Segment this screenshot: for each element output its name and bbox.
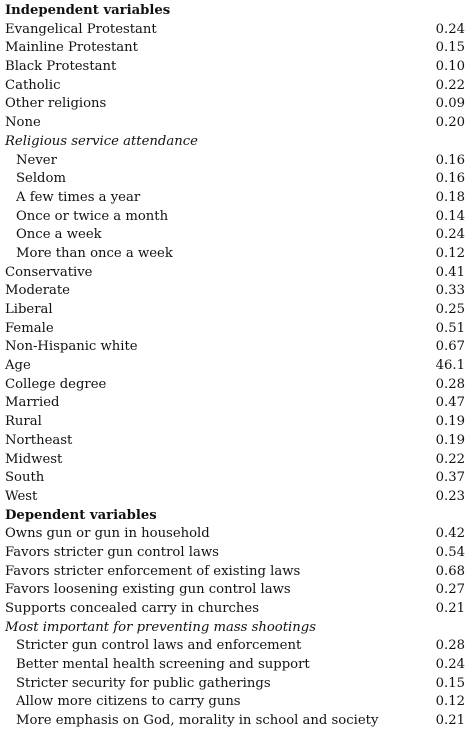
- row-label: College degree: [5, 376, 107, 392]
- table-row: [0, 301, 471, 320]
- row-value: 0.22: [435, 77, 465, 93]
- row-value: 0.24: [435, 21, 465, 37]
- table-row: [0, 320, 471, 339]
- row-label: Favors loosening existing gun control laws: [5, 582, 291, 598]
- row-value: 0.10: [435, 59, 465, 75]
- row-label: Stricter gun control laws and enforcement: [16, 638, 302, 654]
- row-label: Supports concealed carry in churches: [5, 601, 259, 616]
- row-value: 0.54: [435, 544, 465, 560]
- row-label: Stricter security for public gatherings: [16, 675, 271, 691]
- table-row: [0, 712, 471, 731]
- row-value: 0.28: [435, 638, 465, 654]
- row-value: 0.67: [435, 339, 465, 355]
- row-label: Seldom: [16, 171, 66, 187]
- row-value: 0.68: [435, 563, 465, 579]
- table-row: [0, 394, 471, 413]
- table-row: [0, 245, 471, 264]
- row-value: 0.15: [435, 40, 465, 56]
- table-row: [0, 152, 471, 171]
- row-value: 0.28: [435, 376, 465, 392]
- table-row: [0, 21, 471, 40]
- table-row: [0, 282, 471, 301]
- row-value: 0.42: [435, 526, 465, 542]
- table-row: [0, 39, 471, 58]
- row-value: 0.09: [435, 96, 465, 112]
- row-value: 0.15: [435, 675, 465, 691]
- row-label: Moderate: [5, 283, 70, 299]
- table-row: [0, 675, 471, 694]
- row-value: 0.24: [435, 227, 465, 243]
- row-label: Catholic: [5, 77, 61, 93]
- row-value: 0.22: [435, 451, 465, 467]
- table-row: [0, 170, 471, 189]
- subgroup-title: Most important for preventing mass shootings: [5, 619, 316, 635]
- table-row: [0, 693, 471, 712]
- subgroup-title: Religious service attendance: [5, 133, 198, 149]
- table-row: [0, 357, 471, 376]
- row-label: Non-Hispanic white: [5, 339, 138, 355]
- row-label: More emphasis on God, morality in school and society: [16, 713, 379, 729]
- table-row: [0, 77, 471, 96]
- row-label: Northeast: [5, 432, 73, 448]
- row-label: Age: [5, 358, 31, 374]
- row-value: 0.24: [435, 657, 465, 673]
- table-row: [0, 208, 471, 227]
- row-label: Owns gun or gun in household: [5, 526, 210, 542]
- row-value: 0.19: [435, 414, 465, 430]
- table-row: [0, 338, 471, 357]
- section-title: Dependent variables: [5, 507, 157, 523]
- row-label: Never: [16, 152, 57, 168]
- table-row: [0, 525, 471, 544]
- row-label: Midwest: [5, 451, 63, 467]
- table-row: [0, 469, 471, 488]
- row-value: 0.47: [435, 395, 465, 411]
- table-row: [0, 581, 471, 600]
- row-value: 0.25: [435, 302, 465, 317]
- table-row: [0, 226, 471, 245]
- row-value: 0.16: [435, 152, 465, 168]
- row-label: South: [5, 470, 45, 486]
- row-label: Once or twice a month: [16, 208, 169, 224]
- row-value: 0.51: [435, 320, 465, 336]
- row-value: 0.16: [435, 171, 465, 187]
- row-value: 0.41: [435, 264, 465, 280]
- section-header: [0, 2, 471, 21]
- table-row: [0, 488, 471, 507]
- table-row: [0, 544, 471, 563]
- row-value: 0.37: [435, 470, 465, 486]
- table-row: [0, 563, 471, 582]
- section-header: [0, 507, 471, 526]
- row-label: Black Protestant: [5, 59, 117, 75]
- row-label: Favors stricter enforcement of existing laws: [5, 563, 301, 579]
- table-row: [0, 637, 471, 656]
- row-label: Conservative: [5, 264, 93, 280]
- table-row: [0, 656, 471, 675]
- table-row: [0, 432, 471, 451]
- table-row: [0, 264, 471, 283]
- row-label: Favors stricter gun control laws: [5, 544, 219, 560]
- row-value: 0.27: [435, 582, 465, 598]
- table-row: [0, 451, 471, 470]
- table-row: [0, 58, 471, 77]
- row-value: 0.18: [435, 189, 465, 205]
- section-title: Independent variables: [5, 3, 171, 18]
- subgroup-header: [0, 133, 471, 152]
- row-label: Female: [5, 320, 54, 336]
- row-value: 0.19: [435, 432, 465, 448]
- row-label: Married: [5, 395, 60, 411]
- table-row: [0, 114, 471, 133]
- table-row: [0, 189, 471, 208]
- row-value: 0.33: [435, 283, 465, 299]
- row-label: West: [5, 488, 38, 504]
- row-label: Rural: [5, 414, 42, 430]
- row-value: 0.12: [435, 694, 465, 710]
- row-value: 0.23: [435, 488, 465, 504]
- table-row: [0, 413, 471, 432]
- row-value: 0.14: [435, 208, 465, 224]
- row-value: 46.1: [435, 358, 465, 374]
- row-label: Evangelical Protestant: [5, 21, 157, 37]
- row-label: Other religions: [5, 96, 107, 112]
- row-value: 0.12: [435, 245, 465, 261]
- row-label: More than once a week: [16, 245, 173, 261]
- row-label: Liberal: [5, 302, 53, 317]
- row-value: 0.21: [435, 601, 465, 616]
- row-label: A few times a year: [16, 189, 141, 205]
- row-label: Allow more citizens to carry guns: [16, 694, 241, 710]
- row-label: Once a week: [16, 227, 102, 243]
- subgroup-header: [0, 619, 471, 638]
- table-row: [0, 600, 471, 619]
- row-value: 0.21: [435, 713, 465, 729]
- table-row: [0, 95, 471, 114]
- row-label: Mainline Protestant: [5, 40, 138, 56]
- row-label: None: [5, 115, 41, 131]
- row-label: Better mental health screening and support: [16, 657, 310, 673]
- table-row: [0, 376, 471, 395]
- row-value: 0.20: [435, 115, 465, 131]
